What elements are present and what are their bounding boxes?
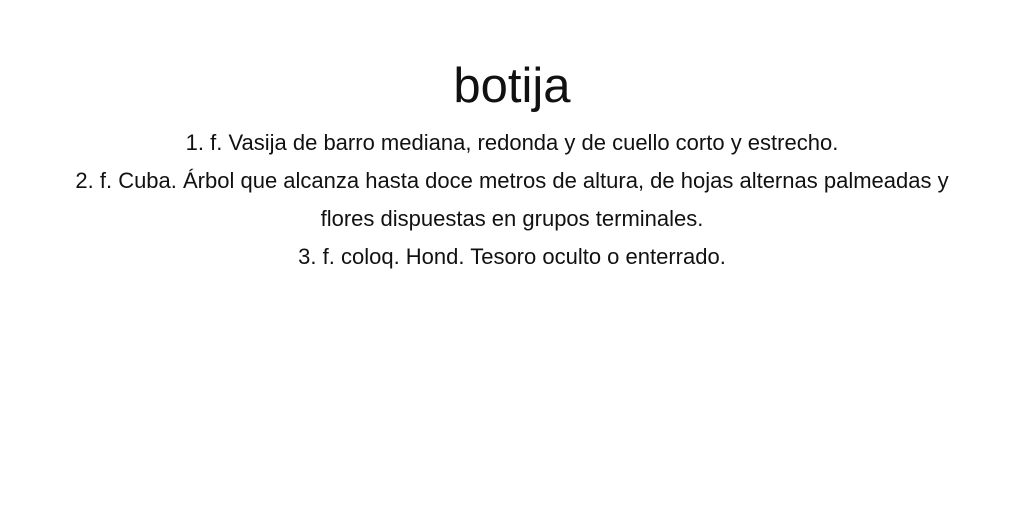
definition-item: 2. f. Cuba. Árbol que alcanza hasta doce metros de altura, de hojas alternas palmeadas y flores dispuestas en grupos terminales. xyxy=(75,168,949,231)
definition-item: 1. f. Vasija de barro mediana, redonda y de cuello corto y estrecho. xyxy=(185,130,839,155)
definition-list xyxy=(72,124,952,276)
dictionary-entry xyxy=(0,58,1024,276)
definition-item: 3. f. coloq. Hond. Tesoro oculto o enterrado. xyxy=(298,244,726,269)
headword-title: botija xyxy=(453,59,571,113)
